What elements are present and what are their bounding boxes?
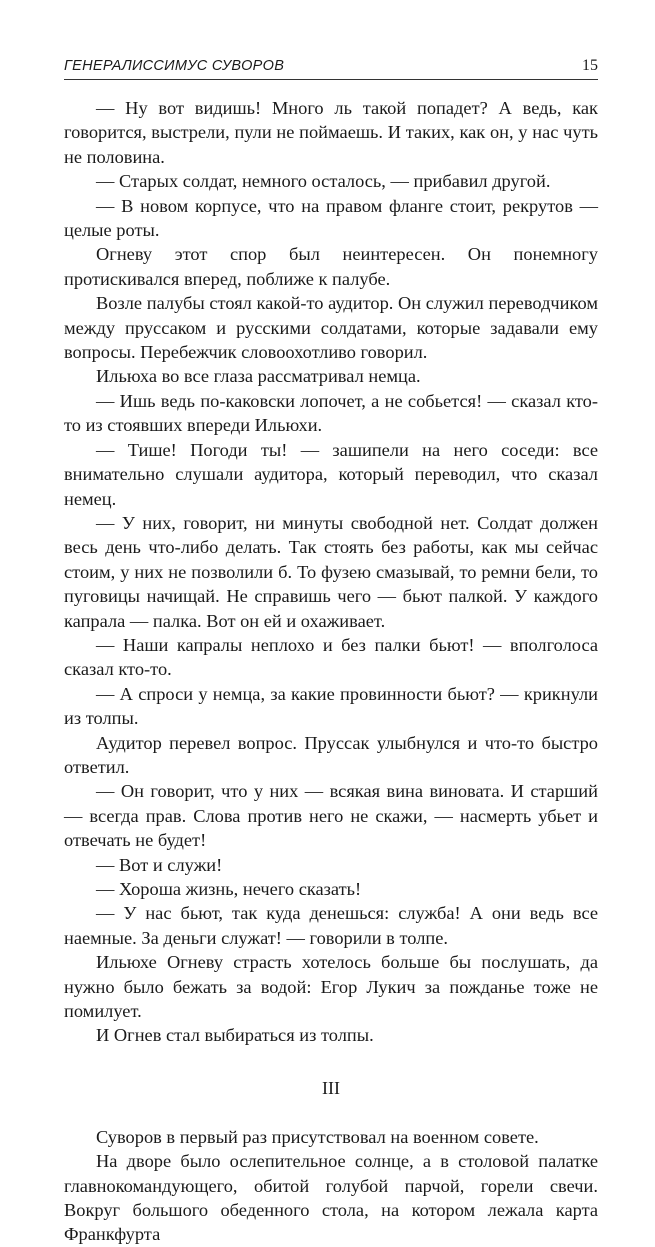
body-text	[64, 96, 598, 1247]
paragraph: — Тише! Погоди ты! — зашипели на него соседи: все внимательно слушали аудитора, который переводил, что сказал немец.	[64, 439, 598, 509]
paragraph: Суворов в первый раз присутствовал на военном совете.	[96, 1126, 539, 1147]
paragraph: — Ишь ведь по-каковски лопочет, а не собьется! — сказал кто-то из стоявших впереди Ильюхи.	[64, 390, 598, 436]
paragraph: — Он говорит, что у них — всякая вина виновата. И старший — всегда прав. Слова против него не скажи, — насмерть убьет и отвечать не будет!	[64, 781, 598, 851]
paragraph: Аудитор перевел вопрос. Пруссак улыбнулся и что-то быстро ответил.	[64, 732, 598, 777]
header-rule	[64, 79, 598, 80]
paragraph: — Вот и служи!	[96, 854, 223, 875]
chapter-number: III	[322, 1077, 340, 1098]
paragraph: — Хороша жизнь, нечего сказать!	[96, 879, 362, 899]
page-number: 15	[582, 57, 598, 74]
page-header	[64, 56, 598, 80]
paragraph: — У них, говорит, ни минуты свободной нет. Солдат должен весь день что-либо делать. Так стоять без работы, как мы сейчас стоим, у них не позволили б. То фузею смазывай, то ремни бели, то пуговицы начищай. Не справишь чего — бьют палкой. У каждого капрала — палка. Вот он ей и охаживает.	[64, 512, 598, 631]
paragraph: — Старых солдат, немного осталось, — прибавил другой.	[96, 171, 551, 192]
paragraph: — Наши капралы неплохо и без палки бьют! — вполголоса сказал кто-то.	[64, 634, 598, 680]
running-title: ГЕНЕРАЛИССИМУС СУВОРОВ	[64, 58, 285, 74]
paragraph: На дворе было ослепительное солнце, а в столовой палатке главнокомандующего, обитой голубой парчой, горели свечи. Вокруг большого обеденного стола, на котором лежала карта Франкфурта	[64, 1151, 598, 1245]
paragraph: Возле палубы стоял какой-то аудитор. Он служил переводчиком между пруссаком и русскими солдатами, которые задавали ему вопросы. Перебежчик словоохотливо говорил.	[64, 293, 598, 363]
paragraph: Ильюха во все глаза рассматривал немца.	[96, 366, 421, 387]
paragraph: — У нас бьют, так куда денешься: служба! А они ведь все наемные. За деньги служат! — говорили в толпе.	[64, 903, 598, 948]
paragraph: Ильюхе Огневу страсть хотелось больше бы послушать, да нужно было бежать за водой: Егор Лукич за пожданье тоже не помилует.	[64, 952, 598, 1022]
paragraph: — В новом корпусе, что на правом фланге стоит, рекрутов — целые роты.	[64, 195, 598, 241]
paragraph: — А спроси у немца, за какие провинности бьют? — крикнули из толпы.	[64, 683, 598, 729]
paragraph: И Огнев стал выбираться из толпы.	[96, 1025, 374, 1046]
paragraph: — Ну вот видишь! Много ль такой попадет? А ведь, как говорится, выстрели, пули не поймаешь. И таких, как он, у нас чуть не половина.	[64, 98, 598, 167]
paragraph: Огневу этот спор был неинтересен. Он понемногу протискивался вперед, поближе к палубе.	[64, 244, 598, 289]
